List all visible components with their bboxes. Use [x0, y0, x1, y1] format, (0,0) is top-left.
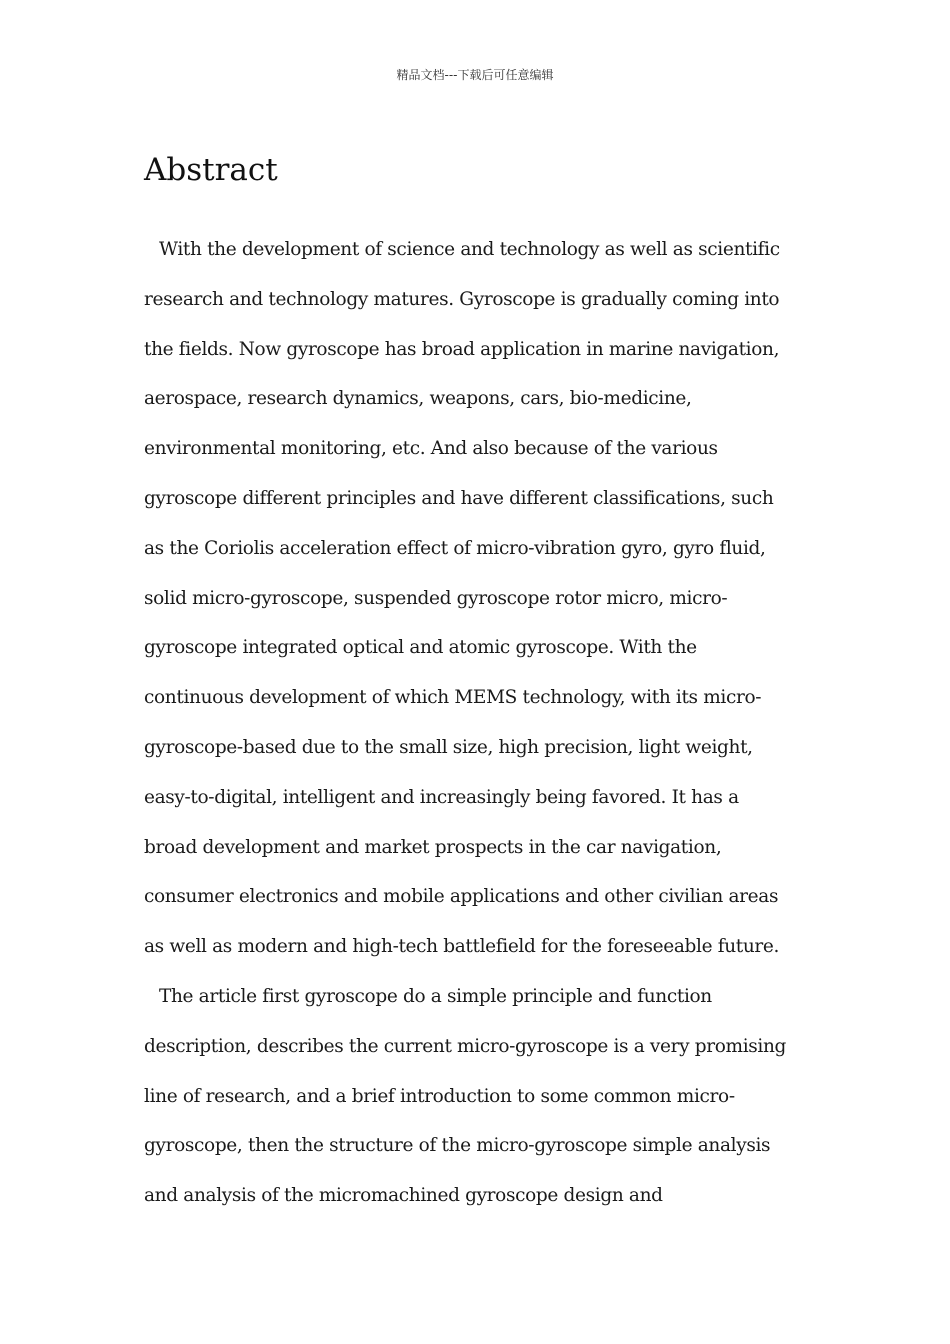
paragraph-line: as well as modern and high-tech battlefield for the foreseeable future.: [144, 936, 780, 958]
paragraph-line: With the development of science and technology as well as scientific: [159, 239, 780, 260]
paragraph-line: gyroscope-based due to the small size, high precision, light weight,: [144, 736, 753, 758]
paragraph-line: gyroscope, then the structure of the micro-gyroscope simple analysis: [144, 1135, 771, 1157]
paragraph-line: description, describes the current micro-gyroscope is a very promising: [144, 1035, 787, 1057]
paragraph-line: easy-to-digital, intelligent and increasingly being favored. It has a: [144, 786, 739, 808]
paragraph-line: gyroscope different principles and have different classifications, such: [144, 487, 774, 509]
paragraph-line: as the Coriolis acceleration effect of micro-vibration gyro, gyro fluid,: [144, 537, 766, 559]
paragraph-line: broad development and market prospects in the car navigation,: [144, 836, 722, 858]
paragraph-line: environmental monitoring, etc. And also because of the various: [144, 438, 718, 460]
paragraph-line: solid micro-gyroscope, suspended gyroscope rotor micro, micro-: [144, 587, 728, 609]
paragraph-line: continuous development of which MEMS technology, with its micro-: [144, 687, 762, 709]
paragraph-line: and analysis of the micromachined gyroscope design and: [144, 1185, 663, 1207]
paragraph-line: aerospace, research dynamics, weapons, cars, bio-medicine,: [144, 388, 692, 410]
paragraph-line: The article first gyroscope do a simple principle and function: [159, 985, 712, 1007]
paragraph-line: research and technology matures. Gyroscope is gradually coming into: [144, 288, 780, 310]
paragraph-line: consumer electronics and mobile applications and other civilian areas: [144, 886, 779, 908]
abstract-body: [144, 225, 810, 1221]
paragraph-line: gyroscope integrated optical and atomic gyroscope. With the: [144, 637, 697, 659]
page-header: 精品文档---下载后可任意编辑: [396, 68, 554, 82]
paragraph-line: the fields. Now gyroscope has broad application in marine navigation,: [144, 338, 780, 360]
paragraph-line: line of research, and a brief introduction to some common micro-: [144, 1085, 735, 1107]
page-title: Abstract: [144, 152, 278, 188]
